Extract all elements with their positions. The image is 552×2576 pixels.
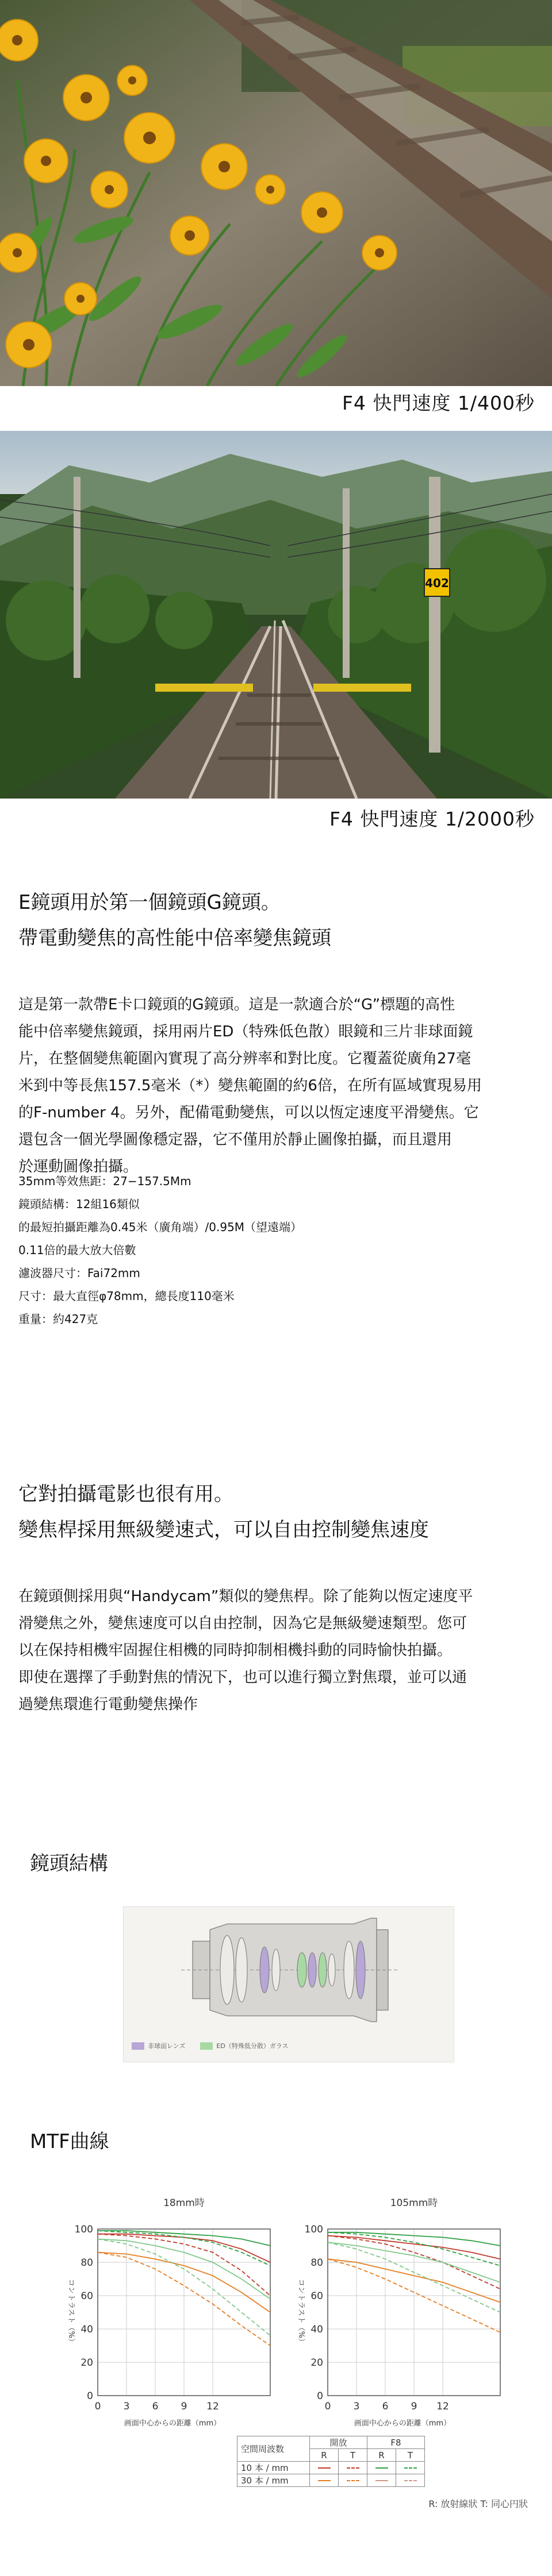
photo2-caption: F4 快門速度 1/2000秒 [329,808,535,830]
t-header: T [339,2449,367,2462]
paragraph-line: 即使在選擇了手動對焦的情況下，也可以進行獨立對焦環，並可以通 [18,1669,467,1686]
paragraph-line: 於運動圖像拍攝。 [18,1158,139,1175]
x-tick-label: 6 [152,2401,159,2412]
y-tick-label: 0 [317,2390,323,2402]
line-swatch [318,2467,331,2469]
legend-ed-label: ED（特殊低分散）ガラス [216,2042,289,2050]
railway-forest-illustration [0,431,552,799]
x-tick-label: 0 [324,2401,331,2412]
row-30lp: 30 本 / mm [237,2474,310,2487]
open-aperture-header: 開放 [310,2436,367,2449]
section2-heading-line1: 它對拍攝電影也很有用。 [18,1483,233,1506]
legend-line [396,2474,425,2487]
spec-line: 0.11倍的最大放大倍數 [18,1243,136,1257]
y-tick-label: 100 [74,2224,93,2235]
line-swatch [375,2480,388,2481]
line-swatch [375,2467,388,2469]
f8-header: F8 [367,2436,425,2449]
lens-specs [18,1170,536,1331]
y-tick-label: 40 [80,2324,93,2335]
ed-swatch [200,2042,213,2050]
spec-line: 的最短拍攝距離為0.45米（廣角端）/0.95M（望遠端） [18,1220,302,1234]
x-axis-label: 画面中心からの距離（mm） [124,2419,221,2428]
lens-legend [132,2041,289,2050]
y-tick-label: 60 [80,2290,93,2302]
chart-title: 105mm時 [390,2197,438,2209]
mtf-section [0,2183,552,2562]
mtf-title: MTF曲線 [30,2130,109,2153]
x-tick-label: 3 [123,2401,130,2412]
legend-ed [200,2041,288,2050]
section1-heading-line2: 帶電動變焦的高性能中倍率變焦鏡頭 [18,927,331,950]
x-tick-label: 3 [353,2401,360,2412]
line-swatch [347,2467,359,2469]
legend-line [310,2474,339,2487]
paragraph-line: 在鏡頭側採用與“Handycam”類似的變焦桿。除了能夠以恆定速度平 [18,1588,473,1605]
legend-line [339,2474,367,2487]
kilometer-sign: 402 [425,576,449,590]
paragraph-line: 過變焦環進行電動變焦操作 [18,1696,198,1713]
legend-aspheric [132,2041,185,2050]
y-axis-label: コントラスト（%） [67,2279,75,2346]
row-10lp: 10 本 / mm [237,2462,310,2474]
chart-title: 18mm時 [163,2197,205,2209]
line-swatch [318,2480,331,2481]
x-axis-label: 画面中心からの距離（mm） [354,2419,451,2428]
section2-heading [18,1476,429,1548]
spatial-frequency-header: 空間周波数 [237,2436,310,2462]
legend-line [367,2474,396,2487]
sample-photo-flowers [0,0,552,386]
lens-cross-section [124,1907,455,2039]
lens-structure-title: 鏡頭結構 [30,1852,108,1875]
legend-aspheric-label: 非球面レンズ [148,2042,186,2050]
y-tick-label: 20 [80,2357,93,2369]
y-tick-label: 0 [87,2390,93,2402]
x-tick-label: 12 [436,2401,449,2412]
photo1-caption: F4 快門速度 1/400秒 [342,392,535,414]
x-tick-label: 9 [181,2401,187,2412]
section1-heading [18,885,331,956]
spec-line: 35mm等效焦距：27−157.5Mm [18,1174,191,1188]
mtf-charts [0,2183,552,2430]
section2-paragraph [18,1583,536,1718]
section1-heading-line1: E鏡頭用於第一個鏡頭G鏡頭。 [18,891,281,914]
line-swatch [404,2480,417,2481]
paragraph-line: 片，在整個變焦範圍內實現了高分辨率和對比度。它覆蓋從廣角27毫 [18,1050,471,1067]
section1-paragraph [18,992,536,1181]
legend-line [367,2462,396,2474]
legend-line [396,2462,425,2474]
paragraph-line: 的F-number 4。另外，配備電動變焦，可以以恆定速度平滑變焦。它 [18,1104,479,1121]
spec-line: 重量：約427克 [18,1312,98,1326]
spec-line: 鏡頭結構：12組16類似 [18,1197,140,1211]
flowers-railway-illustration [0,0,552,386]
r-header: R [367,2449,396,2462]
paragraph-line: 這是第一款帶E卡口鏡頭的G鏡頭。這是一款適合於“G”標題的高性 [18,996,455,1013]
mtf-note: R: 放射線狀 T: 同心円狀 [428,2498,528,2509]
y-tick-label: 80 [310,2257,323,2269]
paragraph-line: 米到中等長焦157.5毫米（*）變焦範圍的約6倍，在所有區域實現易用 [18,1077,482,1094]
legend-line [339,2462,367,2474]
section2-heading-line2: 變焦桿採用無級變速式，可以自由控制變焦速度 [18,1518,429,1541]
mtf-chart-2 [297,2197,500,2428]
t-header: T [396,2449,425,2462]
paragraph-line: 還包含一個光學圖像穩定器，它不僅用於靜止圖像拍攝，而且還用 [18,1131,453,1148]
paragraph-line: 能中倍率變焦鏡頭，採用兩片ED（特殊低色散）眼鏡和三片非球面鏡 [18,1023,473,1040]
paragraph-line: 滑變焦之外，變焦速度可以自由控制，因為它是無級變速類型。您可 [18,1615,467,1632]
spec-line: 尺寸：最大直徑φ78mm，總長度110毫米 [18,1289,235,1303]
y-tick-label: 20 [310,2357,323,2369]
line-swatch [404,2467,417,2469]
x-tick-label: 9 [411,2401,417,2412]
y-axis-label: コントラスト（%） [297,2279,305,2346]
x-tick-label: 12 [206,2401,219,2412]
x-tick-label: 0 [94,2401,101,2412]
y-tick-label: 60 [310,2290,323,2302]
mtf-legend-table [237,2436,425,2487]
paragraph-line: 以在保持相機牢固握住相機的同時抑制相機抖動的同時愉快拍攝。 [18,1642,453,1659]
y-tick-label: 80 [80,2257,93,2269]
x-tick-label: 6 [382,2401,389,2412]
y-tick-label: 40 [310,2324,323,2335]
line-swatch [347,2480,359,2481]
spec-line: 濾波器尺寸：Fai72mm [18,1266,140,1280]
aspheric-swatch [132,2042,144,2050]
mtf-chart-1 [67,2197,270,2428]
lens-structure-diagram [123,1906,454,2062]
y-tick-label: 100 [304,2224,323,2235]
r-header: R [310,2449,339,2462]
legend-line [310,2462,339,2474]
sample-photo-railway [0,431,552,799]
